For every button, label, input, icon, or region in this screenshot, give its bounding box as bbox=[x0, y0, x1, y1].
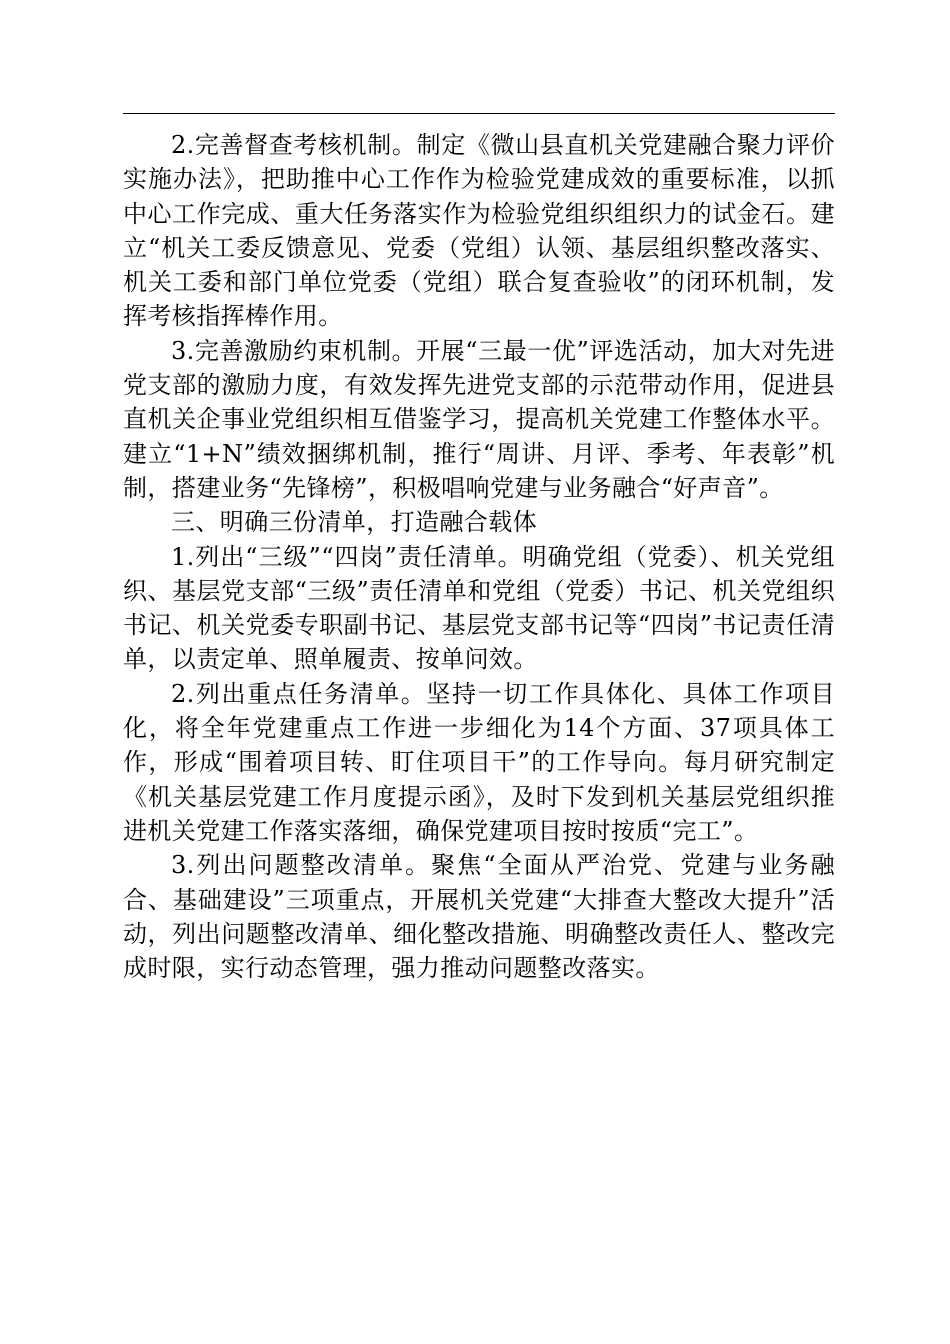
paragraph-responsibility-list: 1.列出“三级”“四岗”责任清单。明确党组（党委）、机关党组织、基层党支部“三级”责任清单和党组（党委）书记、机关党组织书记、机关党委专职副书记、基层党支部书记等“四岗”书记责任清单，以责定单、照单履责、按单问效。 bbox=[123, 542, 835, 674]
paragraph-rectification-list: 3.列出问题整改清单。聚焦“全面从严治党、党建与业务融合、基础建设”三项重点，开展机关党建“大排查大整改大提升”活动，列出问题整改清单、细化整改措施、明确整改责任人、整改完成时限，实行动态管理，强力推动问题整改落实。 bbox=[123, 851, 835, 983]
document-body bbox=[123, 128, 835, 985]
paragraph-incentive-mechanism: 3.完善激励约束机制。开展“三最一优”评选活动，加大对先进党支部的激励力度，有效发挥先进党支部的示范带动作用，促进县直机关企事业党组织相互借鉴学习，提高机关党建工作整体水平。建立“1+N”绩效捆绑机制，推行“周讲、月评、季考、年表彰”机制，搭建业务“先锋榜”，积极唱响党建与业务融合“好声音”。 bbox=[123, 336, 835, 502]
section-heading-three-lists: 三、明确三份清单，打造融合载体 bbox=[171, 508, 537, 537]
paragraph-supervision-mechanism: 2.完善督查考核机制。制定《微山县直机关党建融合聚力评价实施办法》，把助推中心工作作为检验党建成效的重要标准，以抓中心工作完成、重大任务落实作为检验党组织组织力的试金石。建立“机关工委反馈意见、党委（党组）认领、基层组织整改落实、机关工委和部门单位党委（党组）联合复查验收”的闭环机制，发挥考核指挥棒作用。 bbox=[123, 131, 835, 331]
header-rule bbox=[123, 113, 835, 114]
paragraph-key-task-list: 2.列出重点任务清单。坚持一切工作具体化、具体工作项目化，将全年党建重点工作进一步细化为14个方面、37项具体工作，形成“围着项目转、盯住项目干”的工作导向。每月研究制定《机关基层党建工作月度提示函》，及时下发到机关基层党组织推进机关党建工作落实落细，确保党建项目按时按质“完工”。 bbox=[123, 679, 835, 845]
